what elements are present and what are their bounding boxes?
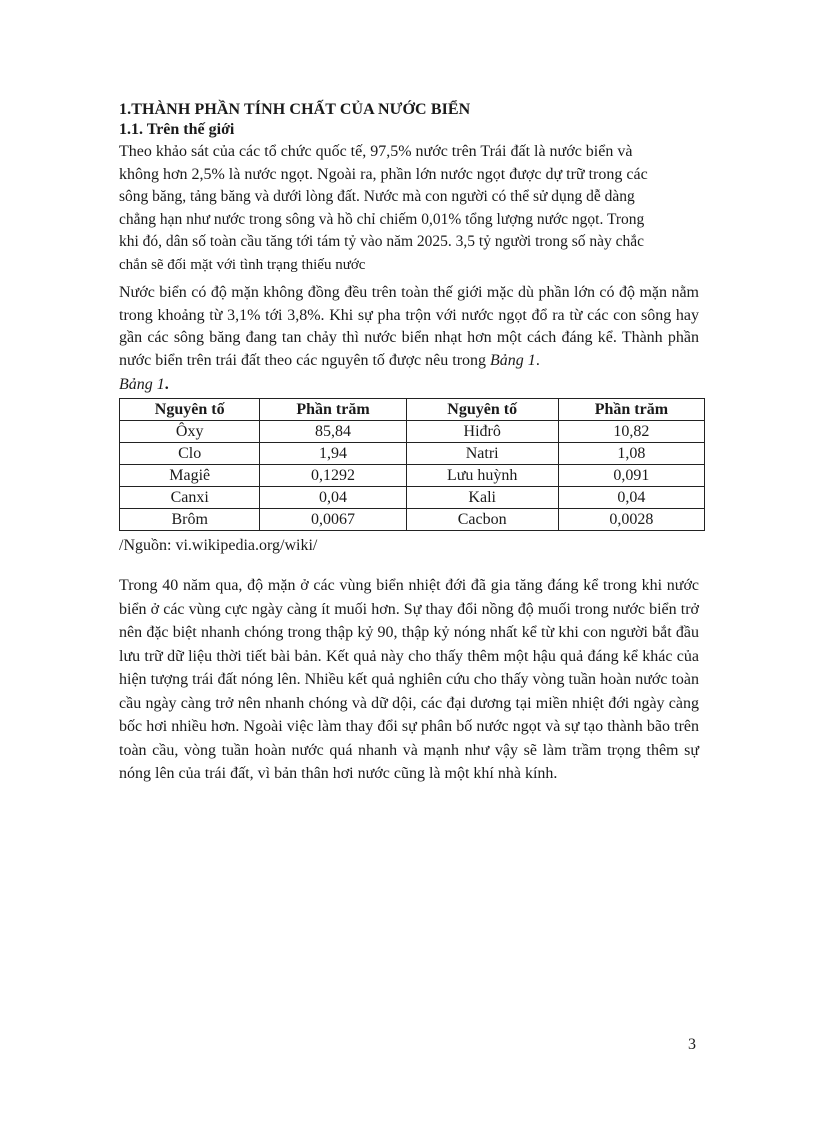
- table-cell: 0,091: [558, 465, 704, 487]
- subsection-heading: 1.1. Trên thế giới: [119, 121, 235, 138]
- elements-table: [119, 398, 705, 531]
- table-header-row: [120, 399, 705, 421]
- page-number: 3: [688, 1036, 696, 1053]
- table-caption: [119, 374, 699, 396]
- table-cell: Clo: [120, 443, 260, 465]
- table-cell: Lưu huỳnh: [406, 465, 558, 487]
- section-heading: 1.THÀNH PHẦN TÍNH CHẤT CỦA NƯỚC BIỂN: [119, 101, 471, 118]
- paragraph-2-text: Nước biển có độ mặn không đồng đều trên toàn thế giới mặc dù phần lớn có độ mặn nằm trong khoảng từ 3,1% tới 3,8%. Khi sự pha trộn với nước ngọt đổ ra từ các con sông hay gần các sông băng đang tan chảy thì nước biển nhạt hơn một cách đáng kể. Thành phần nước biển trên trái đất theo các nguyên tố được nêu trong: [119, 284, 699, 369]
- paragraph-1: [119, 141, 699, 276]
- table-cell: 0,04: [260, 487, 406, 509]
- table-cell: Natri: [406, 443, 558, 465]
- paragraph-1-line: chẳng hạn như nước trong sông và hồ chỉ chiếm 0,01% tổng lượng nước ngọt. Trong: [119, 210, 645, 228]
- table-row: [120, 443, 705, 465]
- paragraph-2: [119, 282, 699, 372]
- table-cell: Cacbon: [406, 509, 558, 531]
- paragraph-1-line: sông băng, tảng băng và dưới lòng đất. Nước mà con người có thể sử dụng dễ dàng: [119, 188, 635, 205]
- table-source: /Nguồn: vi.wikipedia.org/wiki/: [119, 537, 318, 554]
- table-cell: Hiđrô: [406, 421, 558, 443]
- table-reference: Bảng 1: [490, 351, 536, 369]
- table-cell: 1,08: [558, 443, 704, 465]
- paragraph-3: Trong 40 năm qua, độ mặn ở các vùng biển nhiệt đới đã gia tăng đáng kể trong khi nước biển ở các vùng cực ngày càng ít muối hơn. Sự thay đổi nồng độ muối trong nước biển trở nên đặc biệt nhanh chóng trong thập kỷ 90, thập kỷ nóng nhất kể từ khi con người bắt đầu lưu trữ dữ liệu thời tiết bài bản. Kết quả này cho thấy thêm một hậu quả đáng kể khác của hiện tượng trái đất nóng lên. Nhiều kết quả nghiên cứu cho thấy vòng tuần hoàn nước toàn cầu ngày càng trở nên nhanh chóng và dữ dội, các đại dương tại miền nhiệt đới ngày càng bốc hơi nhiều hơn. Ngoài việc làm thay đổi sự phân bố nước ngọt và sự tạo thành bão trên toàn cầu, vòng tuần hoàn nước quá nhanh và mạnh như vậy sẽ làm trầm trọng thêm sự nóng lên của trái đất, vì bản thân hơi nước cũng là một khí nhà kính.: [119, 577, 699, 782]
- paragraph-1-line: không hơn 2,5% là nước ngọt. Ngoài ra, phần lớn nước ngọt được dự trữ trong các: [119, 165, 648, 183]
- table-cell: 10,82: [558, 421, 704, 443]
- table-header-cell: Phần trăm: [558, 399, 704, 421]
- table-row: [120, 465, 705, 487]
- paragraph-2-end: .: [535, 351, 540, 369]
- table-cell: 0,1292: [260, 465, 406, 487]
- table-cell: 0,04: [558, 487, 704, 509]
- table-row: [120, 509, 705, 531]
- table-caption-label: Bảng 1: [119, 376, 165, 393]
- table-cell: 85,84: [260, 421, 406, 443]
- table-header-cell: Phần trăm: [260, 399, 406, 421]
- table-cell: 0,0067: [260, 509, 406, 531]
- table-cell: Magiê: [120, 465, 260, 487]
- table-caption-end: .: [164, 376, 169, 393]
- table-cell: Kali: [406, 487, 558, 509]
- table-row: [120, 421, 705, 443]
- table-row: [120, 487, 705, 509]
- document-page: [119, 100, 699, 786]
- table-cell: Brôm: [120, 509, 260, 531]
- table-header-cell: Nguyên tố: [406, 399, 558, 421]
- paragraph-1-line: chắn sẽ đối mặt với tình trạng thiếu nước: [119, 256, 366, 273]
- table-header-cell: Nguyên tố: [120, 399, 260, 421]
- table-cell: Ôxy: [120, 421, 260, 443]
- table-cell: 0,0028: [558, 509, 704, 531]
- paragraph-1-line: khi đó, dân số toàn cầu tăng tới tám tỷ vào năm 2025. 3,5 tỷ người trong số này chắc: [119, 233, 645, 250]
- table-cell: 1,94: [260, 443, 406, 465]
- table-cell: Canxi: [120, 487, 260, 509]
- paragraph-1-line: Theo khảo sát của các tổ chức quốc tế, 97,5% nước trên Trái đất là nước biển và: [119, 143, 633, 160]
